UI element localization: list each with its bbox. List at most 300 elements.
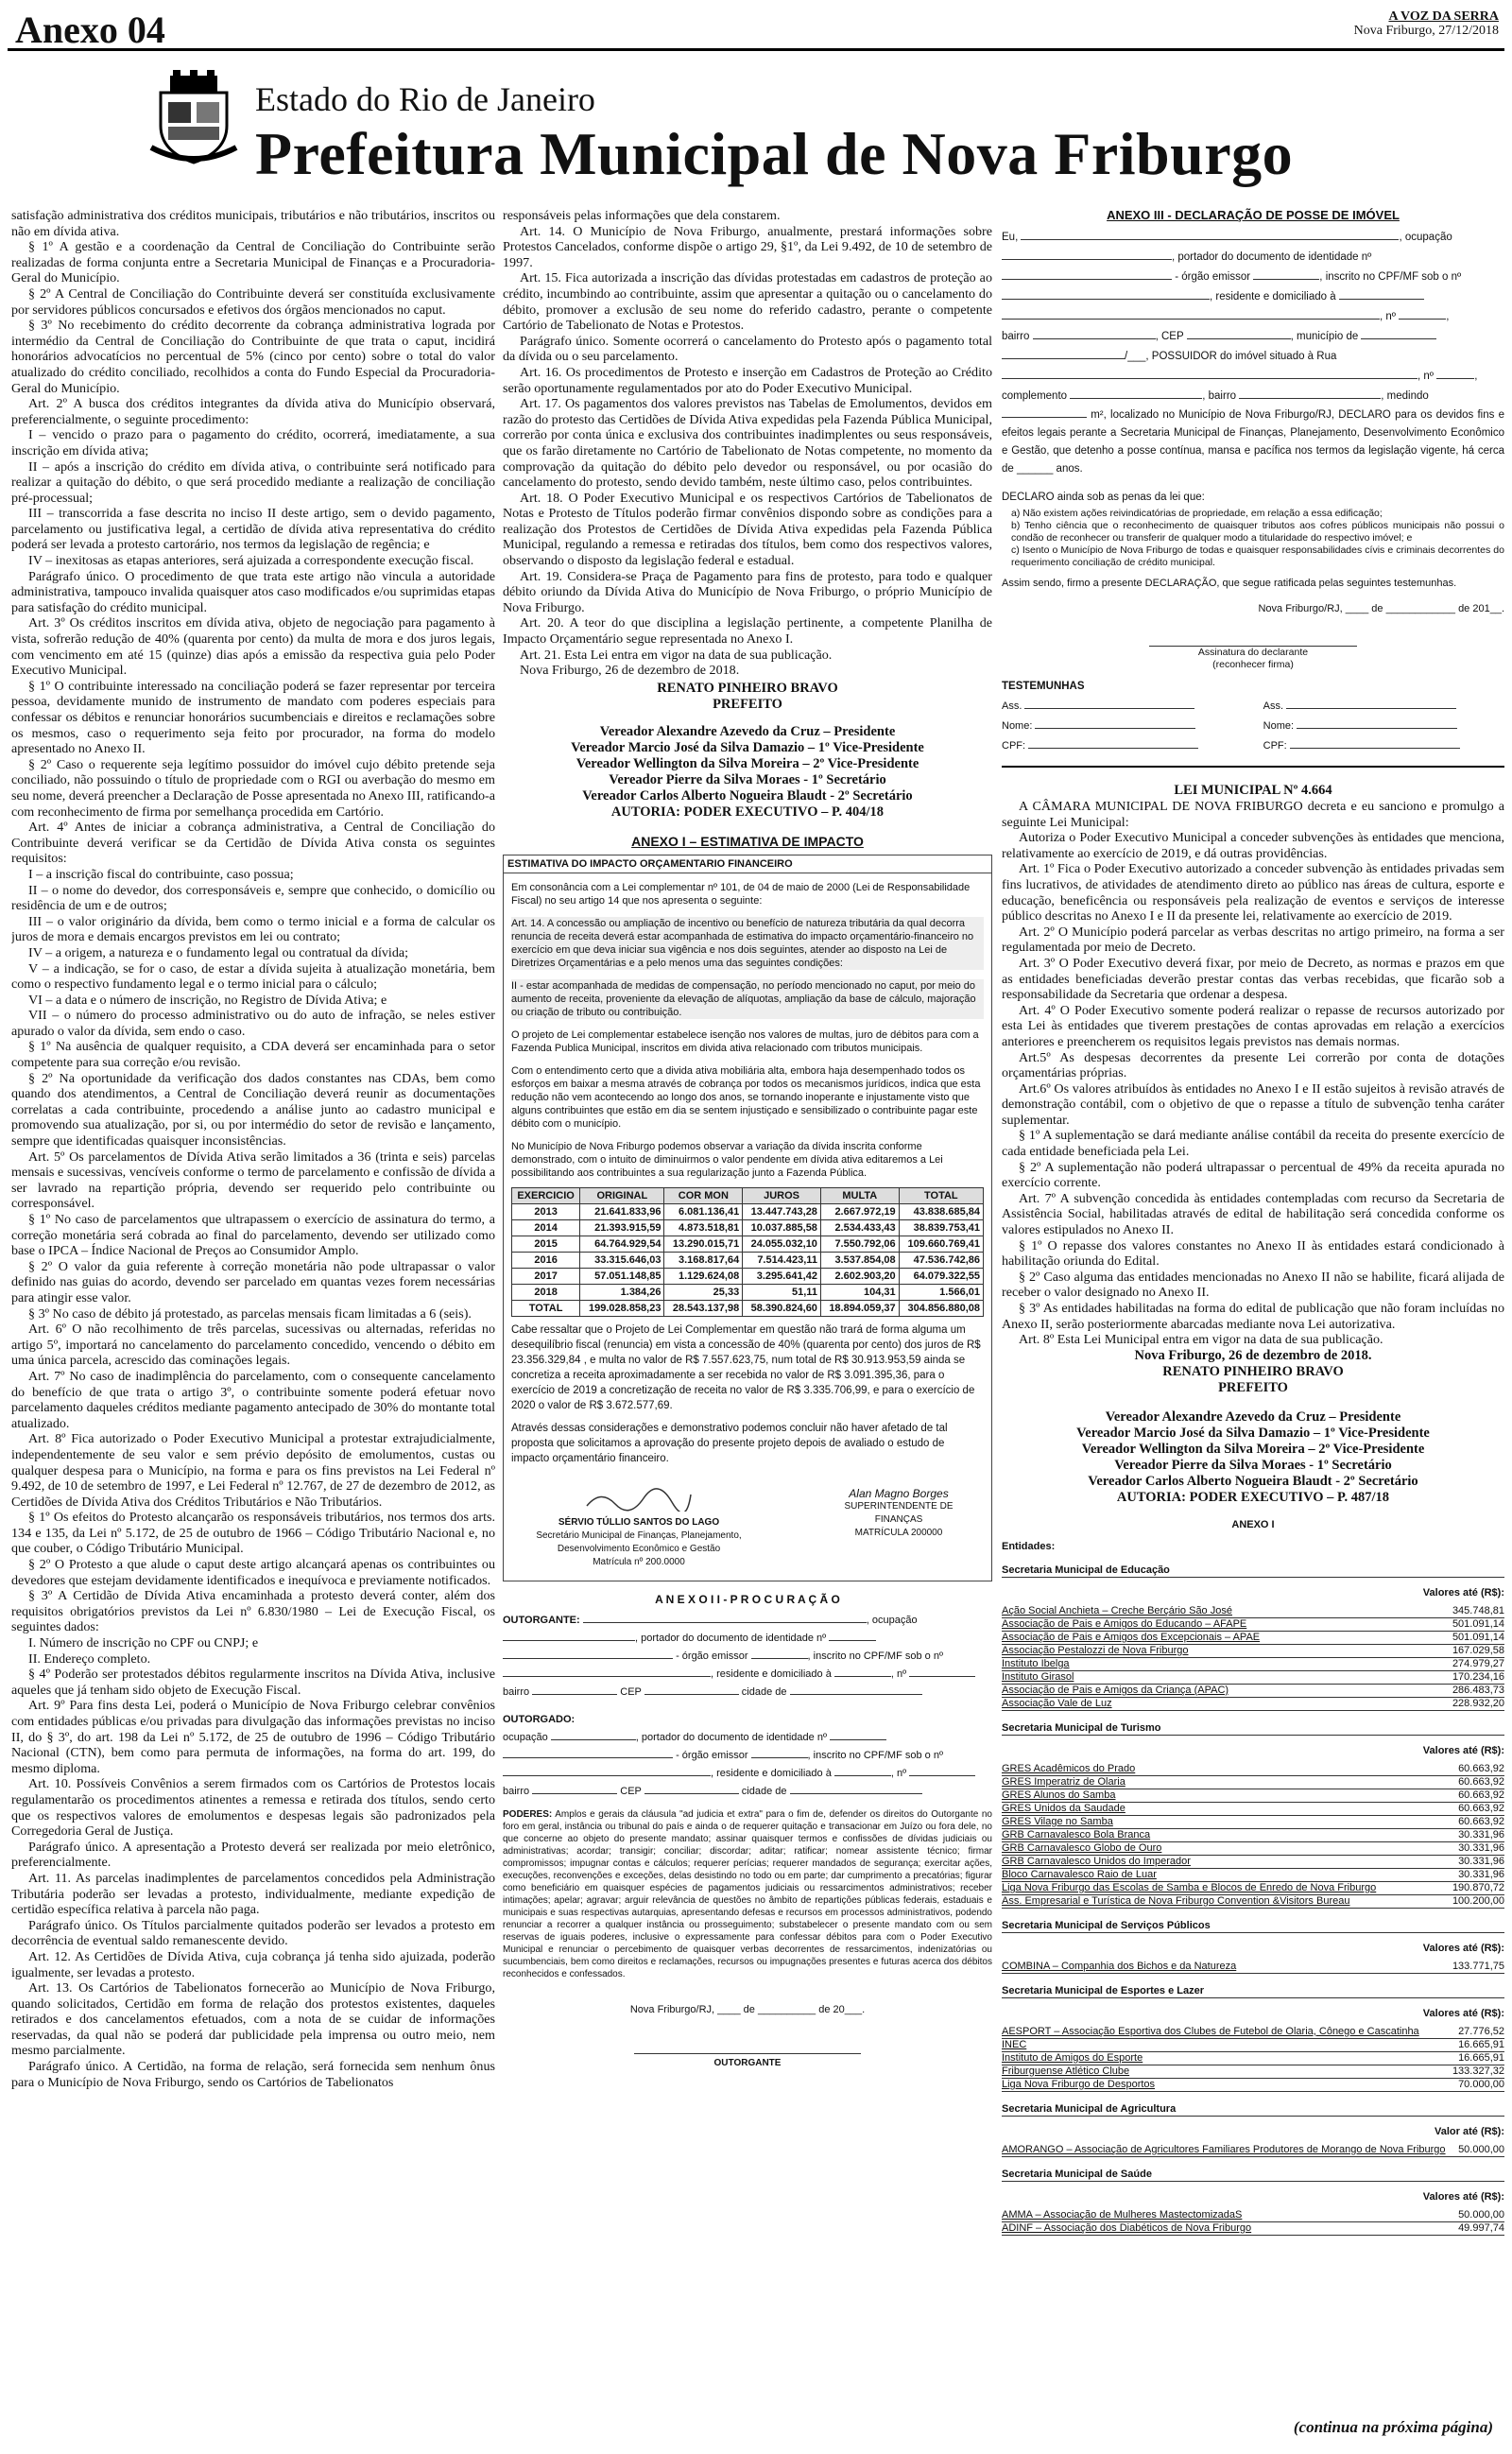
entity-row bbox=[1002, 1842, 1504, 1856]
paper-name: A VOZ DA SERRA bbox=[1388, 9, 1499, 24]
entity-row bbox=[1002, 1618, 1504, 1632]
paragraph: Art. 20. A teor do que disciplina a legislação pertinente, a competente Planilha de Impacto Orçamentário segue representada no Anexo I. bbox=[503, 615, 992, 648]
entity-name: Ass. Empresarial e Turística de Nova Friburgo Convention &Visitors Bureau bbox=[1002, 1894, 1350, 1907]
anexo2-title: A N E X O I I - P R O C U R A Ç Ã O bbox=[655, 1592, 840, 1606]
field-label: nº bbox=[1385, 311, 1396, 322]
entity-value: 30.331,96 bbox=[1458, 1828, 1504, 1840]
entity-value: 345.748,81 bbox=[1452, 1604, 1504, 1616]
entity-row bbox=[1002, 1698, 1504, 1711]
entity-name: GRES Vilage no Samba bbox=[1002, 1815, 1113, 1827]
field-label: Eu, bbox=[1002, 232, 1019, 243]
lei-mayor-role: PREFEITO bbox=[1218, 1379, 1288, 1395]
council-member: Vereador Carlos Alberto Nogueira Blaudt - 2º Secretário bbox=[582, 787, 913, 804]
table-header-cell: MULTA bbox=[820, 1187, 899, 1203]
entity-row bbox=[1002, 1776, 1504, 1789]
entity-row bbox=[1002, 2052, 1504, 2065]
table-row bbox=[512, 1252, 984, 1268]
entity-row bbox=[1002, 1961, 1504, 1974]
field-label: cidade de bbox=[741, 1785, 787, 1797]
table-cell: TOTAL bbox=[512, 1300, 580, 1316]
paragraph: II. Endereço completo. bbox=[28, 1650, 151, 1667]
field-label: inscrito no CPF/MF sob o nº bbox=[813, 1650, 943, 1662]
impact-para: II - estar acompanhada de medidas de compensação, no período mencionado no caput, por meio do aumento de receita, proveniente da elevação de alíquotas, ampliação da base de cálculo, majoração ou criação de tributo ou contribuição. bbox=[511, 979, 984, 1019]
table-row bbox=[512, 1268, 984, 1284]
paragraph: § 1º A gestão e a coordenação da Central de Conciliação do Contribuinte serão realizadas de forma conjunta entre a Secretaria Municipal de Finanças e a Procuradoria-Geral do Município. bbox=[11, 239, 495, 286]
column-3 bbox=[1002, 208, 1504, 2439]
paragraph: Art. 5º Os parcelamentos de Dívida Ativa serão limitados a 36 (trinta e seis) parcelas mensais e sucessivas, vencíveis conforme o termo de parcelamento e confissão de dívida a ser lavrado na repartição própria, devendo ser requerido pelo contribuinte ou corresponsável. bbox=[11, 1149, 495, 1212]
field-label: nº bbox=[1423, 371, 1434, 382]
paragraph: Art. 8º Fica autorizado o Poder Executivo Municipal a protestar extrajudicialmente, independentemente de seu valor e sem prévio depósito de emolumentos, custas ou qualquer despesa para o Município, na forma e para os fins previstos na Lei Federal nº 9.492, de 10 de setembro de 1997, e Lei Federal nº 12.767, de 27 de dezembro de 2012, as Certidões de Dívida Ativa dos Créditos Tributários e Não Tributários. bbox=[11, 1431, 495, 1510]
entity-name: AMORANGO – Associação de Agricultores Familiares Produtores de Morango de Nova Friburgo bbox=[1002, 2143, 1446, 2155]
paragraph: § 2º Na oportunidade da verificação dos dados constantes nas CDAs, bem como quando dos atendimentos, a Central de Conciliação deverá reunir as documentações correlatas a cada contribuinte, procedendo a análise junto ao cadastro municipal e promovendo sua atualização, por si, ou por intermédio do setor de revisão e lançamento, sempre que identificadas quaisquer inconsistências. bbox=[11, 1070, 495, 1149]
field-label: bairro bbox=[503, 1685, 530, 1698]
paragraph: Art. 14. O Município de Nova Friburgo, anualmente, prestará informações sobre Protestos Cancelados, conforme dispõe o artigo 29, §1º, da Lei 9.492, de 10 de setembro de 1997. bbox=[503, 223, 992, 270]
poderes-text: Amplos e gerais da cláusula "ad judicia et extra" para o fim de, defender os direitos do Outorgante no foro em geral, instância ou tribunal do país e ainda o de requerer quitação e transacionar em Juízo ou fora dele, no que concerne ao objeto do presente mandato; assinar quaisquer termos e confissões de dívidas judiciais ou administrativas; acordar; transigir; conciliar; discordar; aditar; ratificar; nomear assistente técnico; firmar compromissos; impugnar contas e cálculos; requerer perícias; requerer mandados de segurança; exercitar ações, execuções, reconvenções e exceções, delas desistindo no todo ou em parte; dar cumprimento a precatórias; figurar como beneficiário em quaisquer espécies de pagamentos judiciais ou ressarcimentos administrativos; receber intimações; apelar; agravar; arguir relevância de questões no âmbito de repartições públicas federais, estaduais e municipais e suas respectivas autarquias, apresentando defesas e recursos em processos administrativos, podendo renunciar a recorrer a qualquer instância ou prosseguimento; substabelecer o presente mandato com ou sem reservas de iguais poderes, inclusive o expressamente para confessar débitos para com o Poder Executivo Municipal e renunciar o percebimento de quaisquer verbas decorrentes de ressarcimentos, indenizatórias ou sucumbenciais, bem como direitos e reclamações, recursos ou impugnações presentes e futuras acerca dos débitos reconhecidos e confessados. bbox=[503, 1808, 992, 1979]
paragraph: Parágrafo único. Os Títulos parcialmente quitados poderão ser levados a protesto em decorrência de eventual saldo remanescente devido. bbox=[11, 1917, 495, 1949]
paragraph: Parágrafo único. Somente ocorrerá o cancelamento do Protesto após o pagamento total da dívida ou o seu parcelamento. bbox=[503, 333, 992, 365]
entity-value: 16.665,91 bbox=[1458, 2038, 1504, 2050]
council-member: Vereador Pierre da Silva Moraes - 1º Secretário bbox=[1114, 1457, 1392, 1473]
table-cell: 33.315.646,03 bbox=[580, 1252, 664, 1268]
paragraph: II – o nome do devedor, dos corresponsáveis e, sempre que conhecido, o domicílio ou residência de um e de outros; bbox=[11, 882, 495, 914]
value-header: Valor até (R$): bbox=[1435, 2125, 1504, 2137]
table-cell: 104,31 bbox=[820, 1284, 899, 1300]
table-cell: 2015 bbox=[512, 1236, 580, 1252]
paragraph: § 1º O repasse dos valores constantes no Anexo II às entidades estará condicionado à habilitação oriunda do Edital. bbox=[1002, 1237, 1504, 1270]
paragraph: Art. 1º Fica o Poder Executivo autorizado a conceder subvenção às entidades privadas sem fins lucrativos, de atividades de atendimento direto ao público nas áreas de cultura, esporte e educação, beneficência ou responsáveis pela realização de eventos e serviços de interesse público descritas no Anexo I e II da presente lei, relativamente ao exercício de 2019. bbox=[1002, 861, 1504, 925]
entity-row bbox=[1002, 1632, 1504, 1645]
paragraph: Art. 10. Possíveis Convênios a serem firmados com os Cartórios de Protestos locais regulamentarão os procedimentos atinentes a remessa e retirada dos títulos, sendo certo que os respectivos valores de emolumentos e despesas legais são padronizados pela Corregedoria Geral de Justiça. bbox=[11, 1776, 495, 1840]
table-cell: 13.290.015,71 bbox=[664, 1236, 743, 1252]
table-cell: 28.543.137,98 bbox=[664, 1300, 743, 1316]
table-cell: 47.536.742,86 bbox=[899, 1252, 983, 1268]
paragraph: III – transcorrida a fase descrita no inciso II deste artigo, sem o devido pagamento, parcelamento ou justificativa legal, a certidão de dívida ativa representativa do crédito poderá ser levada a protesto cartorário, nos termos da legislação de regência; e bbox=[11, 506, 495, 553]
table-cell: 199.028.858,23 bbox=[580, 1300, 664, 1316]
paragraph: V – a indicação, se for o caso, de estar a dívida sujeita à atualização monetária, bem como o respectivo fundamento legal e o termo inicial para o cálculo; bbox=[11, 960, 495, 993]
top-bar bbox=[8, 6, 1504, 51]
entity-value: 228.932,20 bbox=[1452, 1697, 1504, 1709]
column-2 bbox=[503, 208, 992, 2439]
entity-row bbox=[1002, 2065, 1504, 2079]
entity-value: 27.776,52 bbox=[1458, 2025, 1504, 2037]
paragraph: Art. 9º Para fins desta Lei, poderá o Município de Nova Friburgo celebrar convênios com entidades públicas e/ou privadas para divulgação das informações previstas no inciso II, do § 3º, do art. 198 da Lei nº 5.172, de 25 de outubro de 1996 – Código Tributário Nacional (CTN), bem como para permuta de informações, na forma do art. 199, do mesmo diploma. bbox=[11, 1698, 495, 1776]
council-member: Vereador Wellington da Silva Moreira – 2º Vice-Presidente bbox=[1081, 1441, 1425, 1457]
paragraph: Art. 3º Os créditos inscritos em dívida ativa, objeto de negociação para pagamento à vista, sofrerão redução de 40% (quarenta por cento) da multa de mora e dos juros legais, com vencimento em até 15 (quinze) dias após a emissão da respectiva guia pelo Poder Executivo Municipal. bbox=[11, 615, 495, 679]
signer-id: MATRÍCULA 200000 bbox=[854, 1527, 943, 1538]
paragraph: IV – inexitosas as etapas anteriores, será ajuizada a correspondente execução fiscal. bbox=[28, 553, 474, 569]
entity-name: INEC bbox=[1002, 2038, 1027, 2050]
entity-name: GRES Acadêmicos do Prado bbox=[1002, 1762, 1136, 1774]
paragraph: § 4º Poderão ser protestados débitos regularmente inscritos na Dívida Ativa, inclusive aqueles que já tenham sido objeto de Execução Fiscal. bbox=[11, 1667, 495, 1698]
table-cell: 24.055.032,10 bbox=[743, 1236, 821, 1252]
paragraph: § 3º No recebimento do crédito decorrente da cobrança administrativa lograda por intermédio da Central de Conciliação do Contribuinte de que trata o caput, incidirá honorários advocatícios no percentual de 5% (cinco por cento) sobre o total do valor atualizado do crédito conciliado, recolhidos a conta do Fundo Especial da Procuradoria-Geral do Município. bbox=[11, 318, 495, 396]
witnesses-grid bbox=[1002, 697, 1504, 756]
coat-of-arms-icon bbox=[142, 64, 246, 168]
council-member: Vereador Marcio José da Silva Damazio – 1º Vice-Presidente bbox=[1076, 1425, 1430, 1441]
paragraph: satisfação administrativa dos créditos municipais, tributários e não tributários, inscritos ou não em dívida ativa. bbox=[11, 208, 495, 239]
anexo1-title: ANEXO I – ESTIMATIVA DE IMPACTO bbox=[631, 833, 864, 849]
table-cell: 6.081.136,41 bbox=[664, 1203, 743, 1219]
field-label: - órgão emissor bbox=[1175, 271, 1251, 283]
entity-value: 16.665,91 bbox=[1458, 2051, 1504, 2064]
entity-value: 60.663,92 bbox=[1458, 1775, 1504, 1788]
paragraph: I. Número de inscrição no CPF ou CNPJ; e bbox=[28, 1635, 259, 1651]
lei-council-list bbox=[1002, 1409, 1504, 1506]
entity-value: 501.091,14 bbox=[1452, 1631, 1504, 1643]
masthead bbox=[151, 57, 1380, 197]
council-member: Vereador Alexandre Azevedo da Cruz – Presidente bbox=[599, 723, 896, 739]
council-member: AUTORIA: PODER EXECUTIVO – P. 487/18 bbox=[1116, 1489, 1390, 1505]
impact-box-title: ESTIMATIVA DO IMPACTO ORÇAMENTARIO FINANCEIRO bbox=[504, 855, 991, 873]
table-row bbox=[512, 1219, 984, 1236]
state-name: Estado do Rio de Janeiro bbox=[255, 80, 595, 118]
field-label: portador do documento de identidade nº bbox=[641, 1632, 827, 1644]
table-cell: 3.168.817,64 bbox=[664, 1252, 743, 1268]
impact-estimate-box bbox=[503, 855, 992, 1581]
council-member: Vereador Carlos Alberto Nogueira Blaudt - 2º Secretário bbox=[1088, 1473, 1418, 1489]
entity-row bbox=[1002, 1671, 1504, 1685]
entity-value: 286.483,73 bbox=[1452, 1684, 1504, 1696]
entity-row bbox=[1002, 1816, 1504, 1829]
table-cell: 3.537.854,08 bbox=[820, 1252, 899, 1268]
entity-value: 274.979,27 bbox=[1452, 1657, 1504, 1669]
table-cell: 304.856.880,08 bbox=[899, 1300, 983, 1316]
field-label: - órgão emissor bbox=[676, 1650, 748, 1662]
entity-name: Ação Social Anchieta – Creche Berçário São José bbox=[1002, 1604, 1232, 1616]
lei-mayor-name: RENATO PINHEIRO BRAVO bbox=[1162, 1363, 1344, 1379]
paragraph: Art. 2º O Município poderá parcelar as verbas descritas no artigo primeiro, na forma a ser regulamentada por meio de Decreto. bbox=[1002, 924, 1504, 956]
entity-row bbox=[1002, 1645, 1504, 1658]
entity-name: Instituto Ibelga bbox=[1002, 1657, 1070, 1669]
table-header-cell: TOTAL bbox=[899, 1187, 983, 1203]
table-header-cell: EXERCICIO bbox=[512, 1187, 580, 1203]
table-cell: 2016 bbox=[512, 1252, 580, 1268]
entity-name: Associação de Pais e Amigos do Educando – AFAPE bbox=[1002, 1617, 1247, 1630]
entity-name: GRES Alunos do Samba bbox=[1002, 1789, 1116, 1801]
entity-name: Associação de Pais e Amigos da Criança (APAC) bbox=[1002, 1684, 1229, 1696]
paragraph: Art. 17. Os pagamentos dos valores previstos nas Tabelas de Emolumentos, devidos em razão do protesto das Certidões de Dívida Ativa expedidas pela Fazenda Pública Municipal, correrão por conta única e exclusiva dos contribuintes inadimplentes ou seus responsáveis, que os farão diretamente no Cartório de Tabelionato de Notas competente, no momento da comprovação da quitação do débito pelo devedor ou responsável, ou por ocasião do cancelamento do protesto, sendo devido também, neste último caso, pelos contribuintes. bbox=[503, 396, 992, 491]
entity-row bbox=[1002, 2079, 1504, 2092]
paragraph: Art. 21. Esta Lei entra em vigor na data de sua publicação. bbox=[520, 647, 833, 663]
council-member: Vereador Pierre da Silva Moraes - 1º Secretário bbox=[609, 771, 886, 787]
paragraph: § 2º A suplementação não poderá ultrapassar o percentual de 49% da receita apurada no exercício corrente. bbox=[1002, 1159, 1504, 1191]
declaration-item: c) Isento o Município de Nova Friburgo de todas e quaisquer responsabilidades cívis e criminais decorrentes do requerimento conciliação de crédito municipal. bbox=[1011, 544, 1504, 568]
council-member: Vereador Wellington da Silva Moreira – 2º Vice-Presidente bbox=[576, 755, 919, 771]
signer-name: SÉRVIO TÚLLIO SANTOS DO LAGO bbox=[558, 1516, 720, 1528]
column-2-text bbox=[503, 208, 992, 679]
paragraph: § 2º A Central de Conciliação do Contribuinte deverá ser constituída exclusivamente por servidores públicos concursados e efetivos dos órgãos mencionados no caput. bbox=[11, 285, 495, 318]
entity-value: 60.663,92 bbox=[1458, 1762, 1504, 1774]
entity-value: 170.234,16 bbox=[1452, 1670, 1504, 1683]
table-row bbox=[512, 1300, 984, 1316]
entity-name: GRB Carnavalesco Globo de Ouro bbox=[1002, 1841, 1162, 1854]
prefecture-title: Prefeitura Municipal de Nova Friburgo bbox=[255, 120, 1294, 187]
entity-name: Bloco Carnavalesco Raio de Luar bbox=[1002, 1868, 1157, 1880]
anexo-label: Anexo 04 bbox=[15, 9, 165, 51]
table-cell: 21.393.915,59 bbox=[580, 1219, 664, 1236]
value-header: Valores até (R$): bbox=[1422, 1942, 1504, 1954]
posse-form: Eu, , ocupação , portador do documento de identidade nº - órgão emissor , inscrito no CPF/MF sob o nº , residente e domiciliado à , nº , bairro , CEP , município de /___, POSSUIDOR do imóvel situado à Rua , nº , complemento , bairro , medindo m², localizado no Município de Nova Friburgo/RJ, DECLARO para os devidos fins e efeitos legais perante a Secretaria Municipal de Finanças, Planejamento, Desenvolvimento Econômico e Gestão, que detenho a posse contínua, mansa e pacífica nos termos da legislação vigente, há cerca de ______ anos. DECLARO ainda sob as penas da lei que: a) Não existem ações reivindicatórias de propriedade, em relação a essa edificação; b) Tenho ciência que o reconhecimento de quaisquer tributos aos cofres públicos municipais não possui o condão de reconhecer ou transferir de qualquer modo a titularidade do respectivo imóvel; e c) Isento o Município de Nova Friburgo de todas e quaisquer responsabilidades cívis e criminais decorrentes do requerimento conciliação de crédito municipal. Assim sendo, firmo a presente DECLARAÇÃO, que segue ratificada pelas seguintes testemunhas. Nova Friburgo/RJ, ____ de ____________ de 201__. Assinatura do declarante (reconhecer firma) TESTEMUNHAS Ass. Nome: CPF: Ass. Nome: CPF: bbox=[1002, 228, 1504, 756]
table-cell: 64.764.929,54 bbox=[580, 1236, 664, 1252]
table-cell: 7.514.423,11 bbox=[743, 1252, 821, 1268]
lei-title: LEI MUNICIPAL Nº 4.664 bbox=[1174, 783, 1332, 798]
field-label: bairro bbox=[503, 1785, 530, 1797]
section-name: Secretaria Municipal de Esportes e Lazer bbox=[1002, 1985, 1504, 1998]
entity-row bbox=[1002, 2144, 1504, 2157]
impact-para: Cabe ressaltar que o Projeto de Lei Complementar em questão não trará de forma alguma um desequilíbrio fiscal (renuncia) em vista a concessão de 40% (quarenta por cento) dos juros de R$ 23.356.329,84 , e multa no valor de R$ 7.557.623,75, num total de R$ 30.913.953,59 ainda se concretiza a receita aproximadamente a ser recebida no valor de R$ 3.091.395,36, para o exercício de 2019 a concretização de receita no valor de R$ 3.335.706,99, e para o exercício de 2020 o valor de R$ 3.672.577,69. bbox=[511, 1323, 981, 1411]
paragraph: § 3º No caso de débito já protestado, as parcelas mensais ficam limitadas a 6 (seis). bbox=[28, 1305, 472, 1322]
field-label: inscrito no CPF/MF sob o nº bbox=[1325, 271, 1462, 283]
signature-caption: Assinatura do declarante bbox=[1197, 647, 1309, 658]
entity-row bbox=[1002, 1829, 1504, 1842]
table-cell: 2018 bbox=[512, 1284, 580, 1300]
paragraph: responsáveis pelas informações que dela constarem. bbox=[503, 208, 781, 223]
entity-row bbox=[1002, 1685, 1504, 1698]
entity-value: 49.997,74 bbox=[1458, 2221, 1504, 2234]
entity-row bbox=[1002, 1763, 1504, 1776]
mayor-role: PREFEITO bbox=[713, 696, 782, 712]
entity-value: 30.331,96 bbox=[1458, 1841, 1504, 1854]
table-cell: 3.295.641,42 bbox=[743, 1268, 821, 1284]
table-cell: 1.129.624,08 bbox=[664, 1268, 743, 1284]
signer-id: Matrícula nº 200.0000 bbox=[593, 1556, 685, 1567]
field-label: nº bbox=[897, 1668, 907, 1680]
field-label: CEP bbox=[1161, 331, 1184, 342]
entity-value: 133.771,75 bbox=[1452, 1960, 1504, 1972]
impact-para: O projeto de Lei complementar estabelece isenção nos valores de multas, juro de débitos para com a Fazenda Publica Municipal, inscritos em divida ativa relacionado com tributos municipais. bbox=[511, 1028, 979, 1054]
value-header: Valores até (R$): bbox=[1422, 1586, 1504, 1599]
field-label: residente e domiciliado à bbox=[716, 1767, 832, 1779]
table-row bbox=[512, 1284, 984, 1300]
entity-row bbox=[1002, 1882, 1504, 1895]
declarant-signature bbox=[1149, 646, 1357, 671]
paper-info bbox=[1354, 9, 1499, 38]
field-label: ocupação bbox=[503, 1731, 548, 1743]
paragraph: II – após a inscrição do crédito em dívida ativa, o contribuinte será notificado para realizar a quitação do débito, o que será procedido mediante a realização de conciliação pré-processual; bbox=[11, 458, 495, 506]
field-label: bairro bbox=[1208, 390, 1237, 402]
paragraph: I – a inscrição fiscal do contribuinte, caso possua; bbox=[28, 866, 294, 882]
paragraph: Parágrafo único. A Certidão, na forma de relação, será fornecida sem nenhum ônus para o Município de Nova Friburgo, sendo os Cartórios de Tabelionatos bbox=[11, 2059, 495, 2090]
entity-row bbox=[1002, 2222, 1504, 2236]
table-row bbox=[512, 1203, 984, 1219]
field-label: ocupação bbox=[871, 1614, 918, 1626]
paragraph: Art. 12. As Certidões de Dívida Ativa, cuja cobrança já tenha sido ajuizada, poderão igualmente, ser levadas a protesto. bbox=[11, 1948, 495, 1980]
table-cell: 43.838.685,84 bbox=[899, 1203, 983, 1219]
field-label: CPF: bbox=[1002, 740, 1026, 752]
paragraph: § 1º Os efeitos do Protesto alcançarão os responsáveis tributários, nos termos dos arts. 134 e 135, da Lei nº 5.172, de 25 de outubro de 1966 – Código Tributário Nacional e, no que couber, o Código Tributário Municipal. bbox=[11, 1510, 495, 1557]
field-label: Nome: bbox=[1002, 720, 1033, 732]
paragraph: Art. 16. Os procedimentos de Protesto e inserção em Cadastros de Proteção ao Crédito serão oportunamente regulamentados por ato do Poder Executivo Municipal. bbox=[503, 364, 992, 396]
entity-row bbox=[1002, 2209, 1504, 2222]
paragraph: § 1º A suplementação se dará mediante análise contábil da receita do presente exercício de cada entidade beneficiada pela Lei. bbox=[1002, 1128, 1504, 1160]
paragraph: IV – a origem, a natureza e o fundamento legal ou contratual da dívida; bbox=[28, 944, 409, 960]
mayor-signature bbox=[503, 681, 992, 713]
entity-value: 190.870,72 bbox=[1452, 1881, 1504, 1893]
entity-value: 30.331,96 bbox=[1458, 1855, 1504, 1867]
field-label: CPF: bbox=[1263, 740, 1287, 752]
table-cell: 2017 bbox=[512, 1268, 580, 1284]
section-name: Secretaria Municipal de Agricultura bbox=[1002, 2103, 1504, 2117]
field-label: complemento bbox=[1002, 390, 1068, 402]
table-cell: 4.873.518,81 bbox=[664, 1219, 743, 1236]
table-header-cell: ORIGINAL bbox=[580, 1187, 664, 1203]
superintendent-signature bbox=[823, 1487, 974, 1569]
table-cell: 38.839.753,41 bbox=[899, 1219, 983, 1236]
declaration-items bbox=[1002, 508, 1504, 569]
entity-name: GRB Carnavalesco Unidos do Imperador bbox=[1002, 1855, 1191, 1867]
anexo3-title: ANEXO III - DECLARAÇÃO DE POSSE DE IMÓVEL bbox=[1107, 208, 1400, 222]
impact-para: Art. 14. A concessão ou ampliação de incentivo ou benefício de natureza tributária da qual decorra renuncia de receita deverá estar acompanhada de estimativa do impacto orçamentário-financeiro no exercício em que deva iniciar sua vigência e nos dois seguintes, atender ao disposto na Lei de Diretrizes Orçamentárias e a pelo menos uma das seguintes condições: bbox=[511, 917, 984, 970]
paragraph: Parágrafo único. A apresentação a Protesto deverá ser realizada por meio eletrônico, preferencialmente. bbox=[11, 1839, 495, 1871]
entity-name: Friburguense Atlético Clube bbox=[1002, 2065, 1130, 2077]
entity-name: GRES Unidos da Saudade bbox=[1002, 1802, 1125, 1814]
signer-name: Alan Magno Borges bbox=[849, 1486, 949, 1500]
table-cell: 1.384,26 bbox=[580, 1284, 664, 1300]
table-cell: 51,11 bbox=[743, 1284, 821, 1300]
entity-name: AESPORT – Associação Esportiva dos Clubes de Futebol de Olaria, Cônego e Cascatinha bbox=[1002, 2025, 1419, 2037]
table-header-cell: COR MON bbox=[664, 1187, 743, 1203]
entity-value: 60.663,92 bbox=[1458, 1815, 1504, 1827]
debt-table-header bbox=[512, 1187, 984, 1203]
paragraph: III – o valor originário da dívida, bem como o termo inicial e a forma de calcular os juros de mora e demais encargos previstos em lei ou contrato; bbox=[11, 913, 495, 945]
entity-row bbox=[1002, 1605, 1504, 1618]
paragraph: Art. 4º Antes de iniciar a cobrança administrativa, a Central de Conciliação do Contribuinte deverá verificar se da Certidão de Dívida Ativa consta os seguintes requisitos: bbox=[11, 820, 495, 867]
section-name: Secretaria Municipal de Serviços Públicos bbox=[1002, 1920, 1504, 1933]
field-label: - órgão emissor bbox=[676, 1749, 748, 1761]
table-cell: 58.390.824,60 bbox=[743, 1300, 821, 1316]
table-cell: 10.037.885,58 bbox=[743, 1219, 821, 1236]
field-label: residente e domiciliado à bbox=[716, 1668, 832, 1680]
lei-text bbox=[1002, 799, 1504, 1348]
continuation-note: (continua na próxima página) bbox=[1293, 2418, 1493, 2436]
paragraph: § 1º No caso de parcelamentos que ultrapassem o exercício de assinatura do termo, a correção monetária será cobrada ao final do parcelamento, devendo ser utilizado como base o IPCA – Índice Nacional de Preços ao Consumidor Amplo. bbox=[11, 1212, 495, 1259]
entity-row bbox=[1002, 2039, 1504, 2052]
procuracao-form: OUTORGANTE: , ocupação , portador do documento de identidade nº - órgão emissor , inscrito no CPF/MF sob o nº , residente e domiciliado à , nº bairro CEP cidade de OUTORGADO: ocupação , portador do documento de identidade nº - órgão emissor , inscrito no CPF/MF sob o nº , residente e domiciliado à , nº bairro CEP cidade de PODERES: Amplos e gerais da cláusula "ad judicia et extra" para o fim de, defender os direitos do Outorgante no foro em geral, instância ou tribunal do país e ainda o de requerer quitação e transacionar em Juízo ou fora dele, no que concerne ao objeto do presente mandato; assinar quaisquer termos e confissões de dívidas judiciais ou administrativas; acordar; transigir; conciliar; discordar; aditar; ratificar; nomear assistente técnico; firmar compromissos; impugnar contas e cálculos; requerer perícias; requerer mandados de segurança; exercitar ações, execuções, reconvenções e exceções, delas desistindo no todo ou em parte; dar cumprimento a precatórias; figurar como beneficiário em quaisquer espécies de pagamentos judiciais ou ressarcimentos administrativos; receber intimações; apelar; agravar; arguir relevância de questões no âmbito de repartições públicas federais, estaduais e municipais e suas respectivas autarquias, apresentando defesas e recursos em processos administrativos, podendo renunciar a recorrer a qualquer instância ou prosseguimento; substabelecer o presente mandato com ou sem reservas de iguais poderes, inclusive o expressamente para confessar débitos para com o Poder Executivo Municipal e renunciar o percebimento de quaisquer verbas decorrentes de ressarcimentos, indenizatórias ou sucumbenciais, bem como direitos e reclamações, recursos ou impugnações presentes e futuras acerca dos débitos reconhecidos e confessados. Nova Friburgo/RJ, ____ de __________ de 20___. OUTORGANTE bbox=[503, 1612, 992, 2072]
field-label: POSSUIDOR do imóvel situado à Rua bbox=[1151, 351, 1337, 362]
field-label: bairro bbox=[1002, 331, 1030, 342]
poderes-label: PODERES: bbox=[503, 1808, 553, 1820]
assim-text: Assim sendo, firmo a presente DECLARAÇÃO, que segue ratificada pelas seguintes testemunhas. bbox=[1002, 578, 1457, 589]
paragraph: Nova Friburgo, 26 de dezembro de 2018. bbox=[520, 663, 740, 679]
entity-name: Associação Pestalozzi de Nova Friburgo bbox=[1002, 1644, 1189, 1656]
field-label: CEP bbox=[620, 1685, 642, 1698]
paragraph: § 2º O Protesto a que alude o caput deste artigo alcançará apenas os contribuintes ou devedores que estejam devidamente identificados e inequívoca e previamente notificados. bbox=[11, 1557, 495, 1588]
paragraph: Art. 4º O Poder Executivo somente poderá realizar o repasse de recursos autorizado por esta Lei às entidades que tiverem prestações de contas aprovadas em relação a exercícios anteriores e preencherem os requisitos legais previstos nas demais normas. bbox=[1002, 1002, 1504, 1049]
entity-sections bbox=[1002, 1564, 1504, 2236]
paragraph: VII – o número do processo administrativo ou do auto de infração, se neles estiver apurado o valor da dívida, sem endo o caso. bbox=[11, 1008, 495, 1039]
paragraph: Parágrafo único. O procedimento de que trata este artigo não vincula a autoridade administrativa, tampouco invalida quaisquer atos caso modificados e/ou suprimidas etapas para satisfação do crédito municipal. bbox=[11, 568, 495, 615]
section-name: Secretaria Municipal de Saúde bbox=[1002, 2169, 1504, 2182]
value-header: Valores até (R$): bbox=[1422, 1744, 1504, 1756]
outorgado-label: OUTORGADO: bbox=[503, 1713, 576, 1725]
entity-value: 50.000,00 bbox=[1458, 2143, 1504, 2155]
signature-caption: (reconhecer firma) bbox=[1212, 659, 1294, 670]
entity-value: 100.200,00 bbox=[1452, 1894, 1504, 1907]
procuracao-date: Nova Friburgo/RJ, ____ de __________ de 20___. bbox=[629, 2003, 866, 2015]
handwritten-signature-icon bbox=[582, 1487, 696, 1512]
table-cell: 2.667.972,19 bbox=[820, 1203, 899, 1219]
paragraph: Art. 8º Esta Lei Municipal entra em vigor na data de sua publicação. bbox=[1019, 1332, 1383, 1348]
table-header-cell: JUROS bbox=[743, 1187, 821, 1203]
section-name: Secretaria Municipal de Educação bbox=[1002, 1564, 1504, 1578]
declaration-item: a) Não existem ações reivindicatórias de propriedade, em relação a essa edificação; bbox=[1011, 508, 1383, 519]
column-1 bbox=[11, 208, 495, 2439]
mayor-name: RENATO PINHEIRO BRAVO bbox=[657, 680, 838, 696]
value-header: Valores até (R$): bbox=[1422, 2007, 1504, 2019]
field-label: medindo bbox=[1386, 390, 1429, 402]
council-member: Vereador Alexandre Azevedo da Cruz – Presidente bbox=[1105, 1408, 1401, 1425]
entity-value: 70.000,00 bbox=[1458, 2078, 1504, 2090]
declaration-item: b) Tenho ciência que o reconhecimento de quaisquer tributos aos cofres públicos municipais não possui o condão de reconhecer ou transferir de qualquer modo a titularidade do respectivo imóvel; e bbox=[1011, 520, 1504, 544]
table-cell: 2.534.433,43 bbox=[820, 1219, 899, 1236]
paragraph: A CÂMARA MUNICIPAL DE NOVA FRIBURGO decreta e eu sanciono e promulgo a seguinte Lei Municipal: bbox=[1002, 799, 1504, 830]
field-label: cidade de bbox=[741, 1685, 787, 1698]
table-cell: 7.550.792,06 bbox=[820, 1236, 899, 1252]
field-label: residente e domiciliado à bbox=[1215, 291, 1336, 302]
debt-table-body bbox=[512, 1203, 984, 1316]
field-label: CEP bbox=[620, 1785, 642, 1797]
council-list bbox=[503, 724, 992, 821]
entity-row bbox=[1002, 1658, 1504, 1671]
debt-table bbox=[511, 1187, 984, 1317]
paragraph: Art.6º Os valores atribuídos às entidades no Anexo I e II estão sujeitos à revisão através de demonstração contábil, com o objetivo de que o repasse a título de subvenção tenha caráter suplementar. bbox=[1002, 1080, 1504, 1128]
entities-title: ANEXO I bbox=[1231, 1518, 1275, 1530]
paragraph: Art. 13. Os Cartórios de Tabelionatos fornecerão ao Município de Nova Friburgo, quando solicitados, Certidão em forma de relação dos protestos existentes, daqueles retirados e dos cancelamentos efetuados, com a nota de se cuidar de informações reservadas, da qual não se poderá dar publicidade pela imprensa ou outro meio, nem mesmo parcialmente. bbox=[11, 1980, 495, 2059]
section-name: Secretaria Municipal de Turismo bbox=[1002, 1722, 1504, 1736]
entity-name: Liga Nova Friburgo de Desportos bbox=[1002, 2078, 1156, 2090]
council-member: AUTORIA: PODER EXECUTIVO – P. 404/18 bbox=[610, 804, 885, 820]
table-cell: 2.602.903,20 bbox=[820, 1268, 899, 1284]
table-cell: 1.566,01 bbox=[899, 1284, 983, 1300]
value-header: Valores até (R$): bbox=[1422, 2190, 1504, 2203]
declaration-text: m², localizado no Município de Nova Friburgo/RJ, DECLARO para os devidos fins e efeitos legais perante a Secretaria Municipal de Finanças, Planejamento, Desenvolvimento Econômico e Gestão, que detenho a posse contínua, mansa e pacífica nos termos da legislação vigente, há cerca de ______ anos. bbox=[1002, 409, 1504, 475]
signer-title: Desenvolvimento Econômico e Gestão bbox=[557, 1543, 721, 1554]
entity-value: 60.663,92 bbox=[1458, 1802, 1504, 1814]
paragraph: Art. 18. O Poder Executivo Municipal e os respectivos Cartórios de Tabelionatos de Notas e Protesto de Títulos poderão firmar convênios dispondo sobre as condições para a realização dos Protestos de Certidões de Dívida Ativa expedidas pela Fazenda Pública Municipal, regulando a remessa e retiradas dos títulos, bem como dos respectivos valores, observando o disposto da legislação federal e estadual. bbox=[503, 490, 992, 569]
entity-name: AMMA – Associação de Mulheres MastectomizadaS bbox=[1002, 2208, 1243, 2221]
entity-row bbox=[1002, 1895, 1504, 1909]
signer-title: SUPERINTENDENTE DE FINANÇAS bbox=[844, 1500, 954, 1525]
entity-value: 50.000,00 bbox=[1458, 2208, 1504, 2221]
entity-name: Instituto de Amigos do Esporte bbox=[1002, 2051, 1143, 2064]
table-cell: 13.447.743,28 bbox=[743, 1203, 821, 1219]
entity-value: 60.663,92 bbox=[1458, 1789, 1504, 1801]
entity-name: Liga Nova Friburgo das Escolas de Samba e Blocos de Enredo de Nova Friburgo bbox=[1002, 1881, 1377, 1893]
finance-secretary-signature bbox=[521, 1487, 757, 1569]
table-cell: 2013 bbox=[512, 1203, 580, 1219]
entity-row bbox=[1002, 1856, 1504, 1869]
outorgante-signature-line: OUTORGANTE bbox=[634, 2053, 861, 2072]
declaration-date: Nova Friburgo/RJ, ____ de ____________ de 201__. bbox=[1258, 603, 1504, 614]
paragraph: Autoriza o Poder Executivo Municipal a conceder subvenções às entidades que menciona, relativamente ao exercício de 2019, e dá outras providências. bbox=[1002, 830, 1504, 861]
entity-value: 133.327,32 bbox=[1452, 2065, 1504, 2077]
table-cell: 109.660.769,41 bbox=[899, 1236, 983, 1252]
paragraph: Art. 19. Considera-se Praça de Pagamento para fins de protesto, para todo e qualquer débito oriundo da Dívida Ativa do Município de Nova Friburgo, o próprio Município de Nova Friburgo. bbox=[503, 568, 992, 615]
paragraph: Art. 7º No caso de inadimplência do parcelamento, com o consequente cancelamento do benefício de que trata o artigo 3º, o contribuinte somente poderá efetuar novo parcelamento daqueles créditos mediante pagamento antecipado de 30% do montante total atualizado. bbox=[11, 1368, 495, 1431]
paragraph: § 3º As entidades habilitadas na forma do edital de publicação que não foram incluídas no Anexo II, serão posteriormente abarcadas mediante nova Lei autorizativa. bbox=[1002, 1301, 1504, 1332]
impact-para: Em consonância com a Lei complementar nº 101, de 04 de maio de 2000 (Lei de Responsabilidade Fiscal) no seu artigo 14 que nos apresenta o seguinte: bbox=[511, 881, 971, 907]
field-label: Ass. bbox=[1002, 700, 1022, 712]
entity-name: GRB Carnavalesco Bola Branca bbox=[1002, 1828, 1151, 1840]
field-label: Ass. bbox=[1263, 700, 1284, 712]
entity-name: ADINF – Associação dos Diabéticos de Nova Friburgo bbox=[1002, 2221, 1252, 2234]
paragraph: I – vencido o prazo para o pagamento do crédito, ocorrerá, imediatamente, a sua inscrição em dívida ativa; bbox=[11, 427, 495, 458]
outorgante-label: OUTORGANTE: bbox=[503, 1614, 580, 1626]
entity-value: 501.091,14 bbox=[1452, 1617, 1504, 1630]
paragraph: Art. 7º A subvenção concedida às entidades contempladas com recurso da Secretaria de Assistência Social, habilitadas através de edital de habilitação será concedida conforme os valores estipulados no Anexo II. bbox=[1002, 1190, 1504, 1238]
field-label: portador do documento de identidade nº bbox=[641, 1731, 827, 1743]
field-label: Nome: bbox=[1263, 720, 1295, 732]
